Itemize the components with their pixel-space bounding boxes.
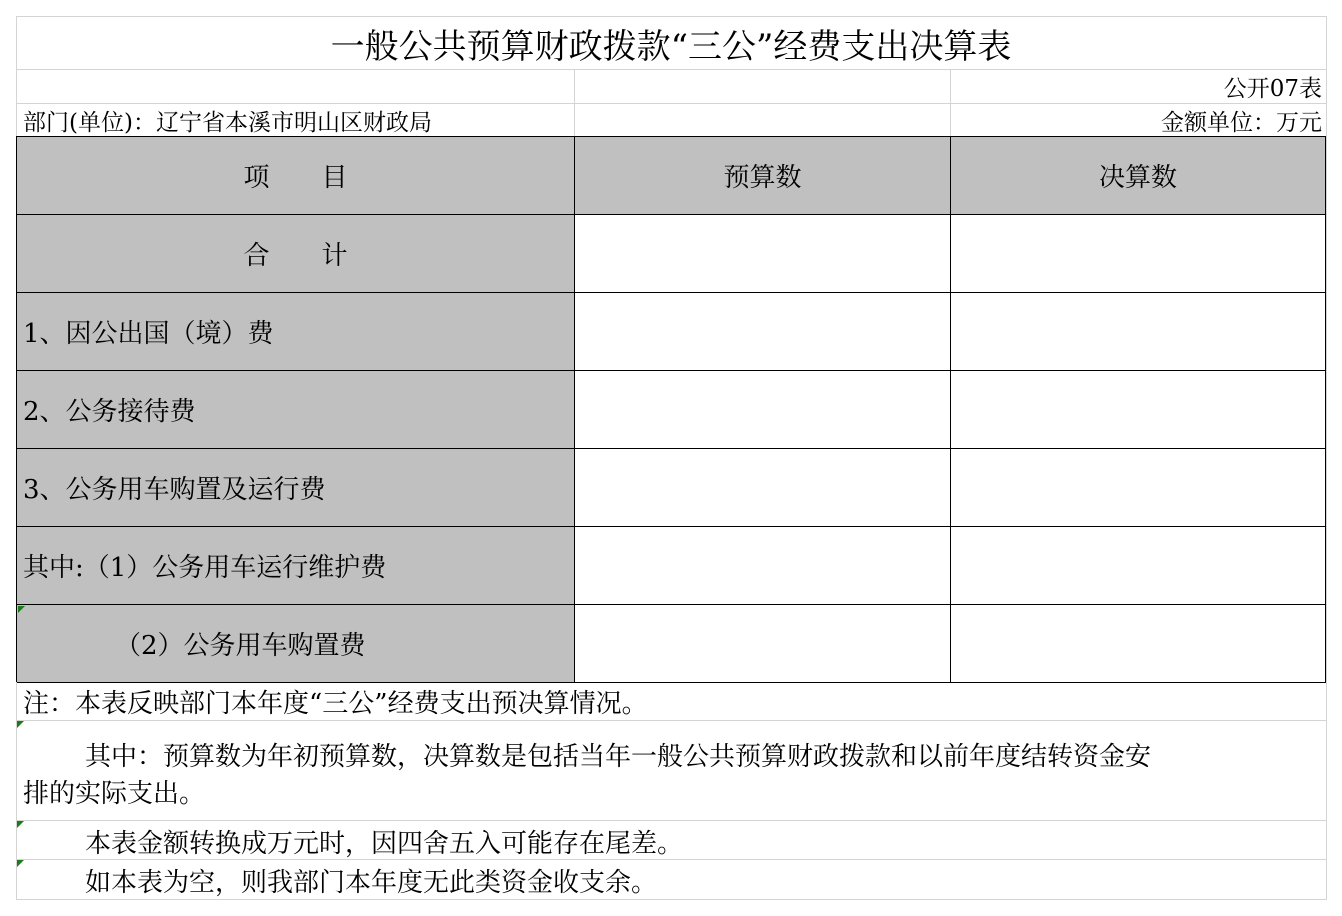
row-label-reception: 2、公务接待费	[17, 371, 575, 449]
cell-comment-marker	[17, 721, 24, 728]
gridline	[16, 720, 1326, 721]
column-header-item: 项 目	[17, 137, 575, 215]
note-line-1: 注：本表反映部门本年度“三公”经费支出预决算情况。	[23, 689, 648, 719]
row-label-vehicle-purchase: （2）公务用车购置费	[17, 605, 575, 683]
note-line-4: 如本表为空，则我部门本年度无此类资金收支余。	[85, 868, 658, 898]
cell-final-reception[interactable]	[951, 371, 1326, 449]
gridline	[16, 859, 1326, 860]
cell-final-vehicle-purchase[interactable]	[951, 605, 1326, 683]
row-label-vehicle: 3、公务用车购置及运行费	[17, 449, 575, 527]
cell-final-vehicle[interactable]	[951, 449, 1326, 527]
column-header-budget: 预算数	[575, 137, 951, 215]
cell-comment-marker	[18, 606, 25, 613]
department-label: 部门(单位)：辽宁省本溪市明山区财政局	[23, 110, 432, 136]
cell-final-vehicle-operation[interactable]	[951, 527, 1326, 605]
row-label-overseas: 1、因公出国（境）费	[17, 293, 575, 371]
note-line-2: 其中：预算数为年初预算数，决算数是包括当年一般公共预算财政拨款和以前年度结转资金安	[85, 741, 1152, 772]
cell-budget-reception[interactable]	[575, 371, 951, 449]
cell-budget-vehicle-operation[interactable]	[575, 527, 951, 605]
cell-budget-vehicle-purchase[interactable]	[575, 605, 951, 683]
cell-final-overseas[interactable]	[951, 293, 1326, 371]
amount-unit-label: 金额单位：万元	[1161, 110, 1322, 136]
row-label-vehicle-operation: 其中:（1）公务用车运行维护费	[17, 527, 575, 605]
gridline	[574, 69, 575, 137]
expense-table	[16, 136, 1326, 682]
note-line-2-continued: 排的实际支出。	[23, 778, 206, 809]
cell-budget-vehicle[interactable]	[575, 449, 951, 527]
gridline	[1326, 16, 1327, 900]
cell-final-total[interactable]	[951, 215, 1326, 293]
column-header-final: 决算数	[951, 137, 1326, 215]
row-label-total: 合 计	[17, 215, 575, 293]
cell-budget-total[interactable]	[575, 215, 951, 293]
gridline	[16, 820, 1326, 821]
cell-budget-overseas[interactable]	[575, 293, 951, 371]
gridline	[16, 899, 1326, 900]
form-code: 公开07表	[1223, 76, 1322, 102]
report-title: 一般公共预算财政拨款“三公”经费支出决算表	[330, 26, 1012, 67]
note-line-3: 本表金额转换成万元时，因四舍五入可能存在尾差。	[85, 828, 684, 859]
